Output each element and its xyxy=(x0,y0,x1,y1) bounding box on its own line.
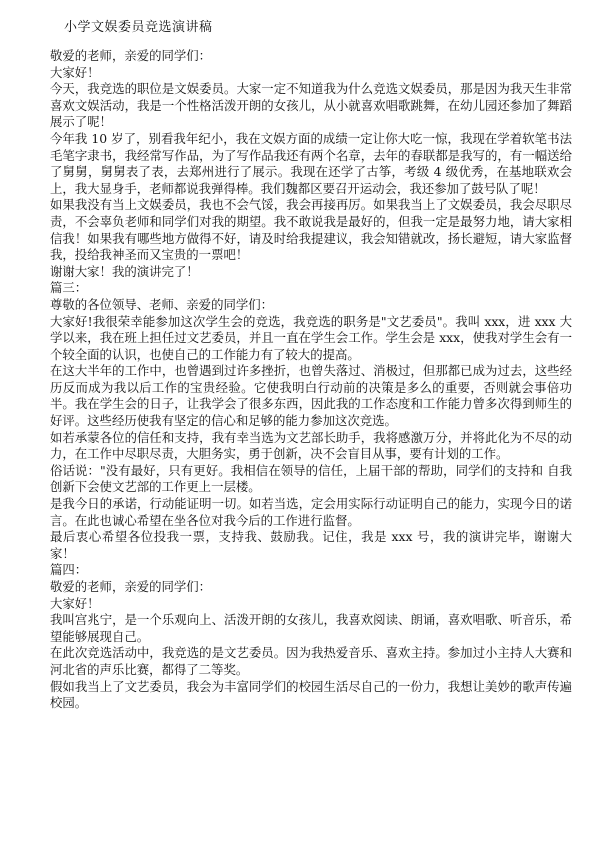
paragraph: 俗话说："没有最好，只有更好。我相信在领导的信任，上届干部的帮助，同学们的支持和 自我创新下会使文艺部的工作更上一层楼。 xyxy=(50,462,572,495)
paragraph: 最后衷心希望各位投我一票，支持我、鼓励我。记住，我是 xxx 号，我的演讲完毕，谢谢大家！ xyxy=(50,529,572,561)
paragraph-thanks: 谢谢大家！我的演讲完了！ xyxy=(50,263,199,279)
section-heading: 篇三： xyxy=(50,280,88,296)
paragraph: 大家好!我很荣幸能参加这次学生会的竞选，我竞选的职务是"文艺委员"。我叫 xxx，进 xxx 大学以来，我在班上担任过文艺委员，并且一直在学生会工作。学生会是 xxx，使我对学生会有一个较全面的认识，也使自己的工作能力有了较大的提高。 xyxy=(50,313,572,362)
paragraph-greeting: 敬爱的老师，亲爱的同学们： xyxy=(50,579,212,594)
paragraph-hello: 大家好！ xyxy=(50,64,100,80)
document-body xyxy=(50,48,572,712)
paragraph: 今年我 10 岁了，别看我年纪小，我在文娱方面的成绩一定让你大吃一惊，我现在学着软笔书法毛笔字隶书，我经常写作品，为了写作品我还有两个名章，去年的春联都是我写的，有一幅送给了舅舅，舅舅表了表，去郑州进行了展示。我现在还学了古筝，考级 4 级优秀，在基地联欢会上，我大显身手，老师都说我弹得棒。我们魏都区要召开运动会，我还参加了鼓号队了呢！ xyxy=(50,130,572,196)
paragraph-greeting: 尊敬的各位领导、老师、亲爱的同学们： xyxy=(50,296,274,312)
paragraph: 假如我当上了文艺委员，我会为丰富同学们的校园生活尽自己的一份力，我想让美妙的歌声传遍校园。 xyxy=(50,678,572,711)
paragraph: 我叫宫兆宁，是一个乐观向上、活泼开朗的女孩儿，我喜欢阅读、朗诵，喜欢唱歌、听音乐，希望能够展现自己。 xyxy=(50,612,572,644)
paragraph: 是我今日的承诺，行动能证明一切。如若当选，定会用实际行动证明自己的能力，实现今日的诺言。在此也诚心希望在坐各位对我今后的工作进行监督。 xyxy=(50,496,572,528)
paragraph: 在此次竞选活动中，我竞选的是文艺委员。因为我热爱音乐、喜欢主持。参加过小主持人大赛和河北省的声乐比赛，都得了二等奖。 xyxy=(50,645,572,677)
paragraph-greeting: 敬爱的老师，亲爱的同学们： xyxy=(50,48,212,63)
paragraph: 在这大半年的工作中，也曾遇到过许多挫折，也曾失落过、消极过，但那都已成为过去，这些经历反而成为我以后工作的宝贵经验。它使我明白行动前的决策是多么的重要，否则就会事倍功半。我在学生会的日子，让我学会了很多东西，因此我的工作态度和工作能力曾多次得到师生的好评。这些经历使我有坚定的信心和足够的能力参加这次竞选。 xyxy=(50,363,572,429)
document-title: 小学文娱委员竞选演讲稿 xyxy=(64,20,213,35)
paragraph: 如果我没有当上文娱委员，我也不会气馁，我会再接再厉。如果我当上了文娱委员，我会尽职尽责，不会辜负老师和同学们对我的期望。我不敢说我是最好的，但我一定是最努力地，请大家相信我！如果我有哪些地方做得不好，请及时给我提建议，我会知错就改，扬长避短，请大家监督我，投给我神圣而又宝贵的一票吧！ xyxy=(50,197,572,263)
paragraph: 如若承蒙各位的信任和支持，我有幸当选为文艺部长助手，我将感激万分，并将此化为不尽的动力，在工作中尽职尽责，大胆务实，勇于创新，决不会盲目从事，要有计划的工作。 xyxy=(50,429,572,462)
section-heading: 篇四： xyxy=(50,562,88,578)
paragraph: 今天，我竞选的职位是文娱委员。大家一定不知道我为什么竞选文娱委员，那是因为我天生非常喜欢文娱活动，我是一个性格活泼开朗的女孩儿，从小就喜欢唱歌跳舞，在幼儿园还参加了舞蹈展示了呢！ xyxy=(50,81,572,130)
paragraph-hello: 大家好！ xyxy=(50,595,100,611)
